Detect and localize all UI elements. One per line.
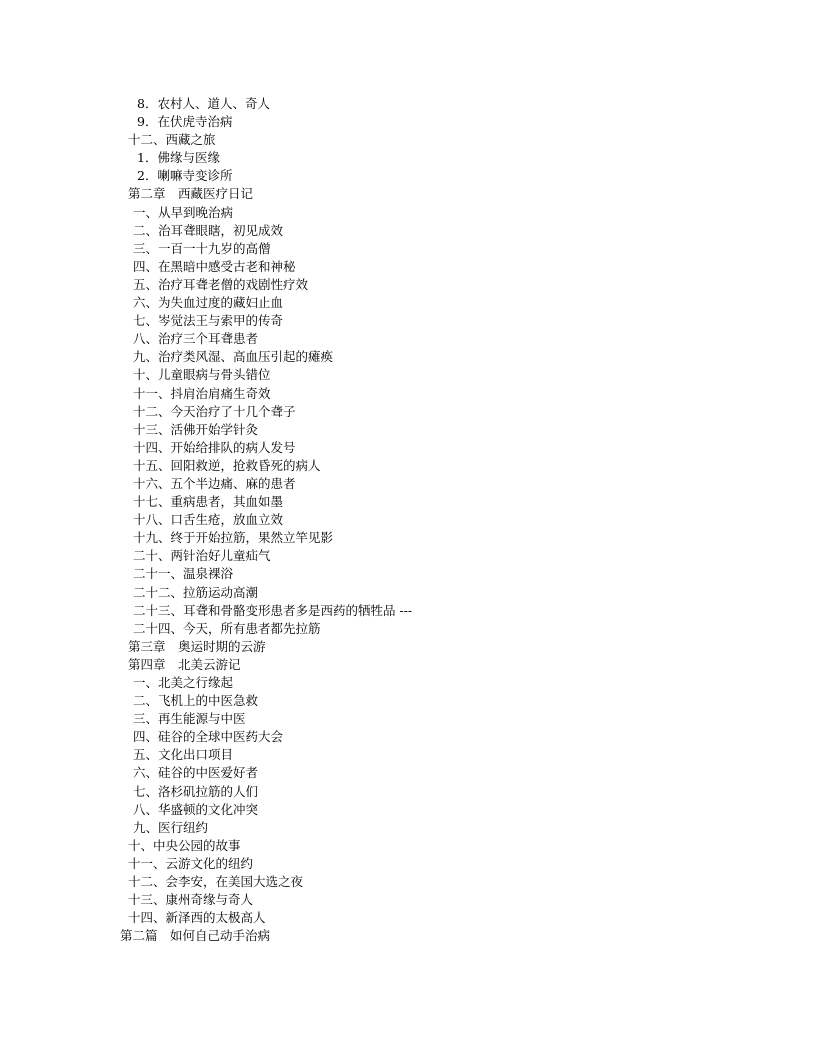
toc-line: 五、治疗耳聋老僧的戏剧性疗效 xyxy=(133,276,309,292)
toc-line: 十七、重病患者，其血如墨 xyxy=(133,494,284,510)
toc-line: 第二篇 如何自己动手治病 xyxy=(120,928,271,944)
toc-line: 十二、西藏之旅 xyxy=(128,132,216,148)
toc-line: 九、医行纽约 xyxy=(133,819,209,835)
toc-line: 二十一、温泉裸浴 xyxy=(133,566,234,582)
toc-line: 2．喇嘛寺变诊所 xyxy=(137,168,233,184)
toc-line: 二、治耳聋眼瞎，初见成效 xyxy=(133,222,284,238)
toc-line: 十二、会李安，在美国大选之夜 xyxy=(128,874,304,890)
table-of-contents xyxy=(0,95,816,945)
toc-line: 五、文化出口项目 xyxy=(133,747,234,763)
toc-line: 六、为失血过度的藏妇止血 xyxy=(133,295,284,311)
toc-line: 七、岑觉法王与索甲的传奇 xyxy=(133,313,284,329)
toc-line: 十四、新泽西的太极高人 xyxy=(128,910,266,926)
toc-line: 第二章 西藏医疗日记 xyxy=(128,186,254,202)
toc-line: 十九、终于开始拉筋，果然立竿见影 xyxy=(133,530,334,546)
toc-line: 八、治疗三个耳聋患者 xyxy=(133,331,259,347)
toc-line: 三、再生能源与中医 xyxy=(133,711,246,727)
toc-line: 第三章 奥运时期的云游 xyxy=(128,638,266,654)
toc-line: 二十、两针治好儿童疝气 xyxy=(133,548,271,564)
toc-line: 十一、抖肩治肩痛生奇效 xyxy=(133,385,271,401)
toc-line: 1．佛缘与医缘 xyxy=(137,150,220,166)
toc-line: 十一、云游文化的纽约 xyxy=(128,855,254,871)
toc-line: 二十四、今天，所有患者都先拉筋 xyxy=(133,620,321,636)
toc-line: 9．在伏虎寺治病 xyxy=(137,114,233,130)
toc-line: 十三、活佛开始学针灸 xyxy=(133,421,259,437)
toc-line: 三、一百一十九岁的高僧 xyxy=(133,240,271,256)
toc-line: 十、儿童眼病与骨头错位 xyxy=(133,367,271,383)
toc-line: 四、在黑暗中感受古老和神秘 xyxy=(133,258,296,274)
toc-line: 十六、五个半边痛、麻的患者 xyxy=(133,475,296,491)
toc-line: 二、飞机上的中医急救 xyxy=(133,693,259,709)
toc-line: 六、硅谷的中医爱好者 xyxy=(133,765,259,781)
toc-line: 一、从早到晚治病 xyxy=(133,204,234,220)
toc-line: 十五、回阳救逆，抢救昏死的病人 xyxy=(133,457,321,473)
toc-line: 九、治疗类风湿、高血压引起的瘫痪 xyxy=(133,349,334,365)
toc-line: 十、中央公园的故事 xyxy=(128,837,241,853)
toc-line: 十三、康州奇缘与奇人 xyxy=(128,892,254,908)
toc-line: 十二、今天治疗了十几个聋子 xyxy=(133,403,296,419)
toc-line: 第四章 北美云游记 xyxy=(128,656,241,672)
toc-line: 二十二、拉筋运动高潮 xyxy=(133,584,259,600)
toc-line: 8．农村人、道人、奇人 xyxy=(137,96,270,111)
toc-line: 二十三、耳聋和骨骼变形患者多是西药的牺牲品 --- xyxy=(133,602,413,618)
toc-line: 十四、开始给排队的病人发号 xyxy=(133,439,296,455)
toc-line: 八、华盛顿的文化冲突 xyxy=(133,801,259,817)
toc-line: 四、硅谷的全球中医药大会 xyxy=(133,729,284,745)
toc-line: 十八、口舌生疮，放血立效 xyxy=(133,512,284,528)
toc-line: 七、洛杉矶拉筋的人们 xyxy=(133,783,259,799)
toc-line: 一、北美之行缘起 xyxy=(133,675,234,690)
